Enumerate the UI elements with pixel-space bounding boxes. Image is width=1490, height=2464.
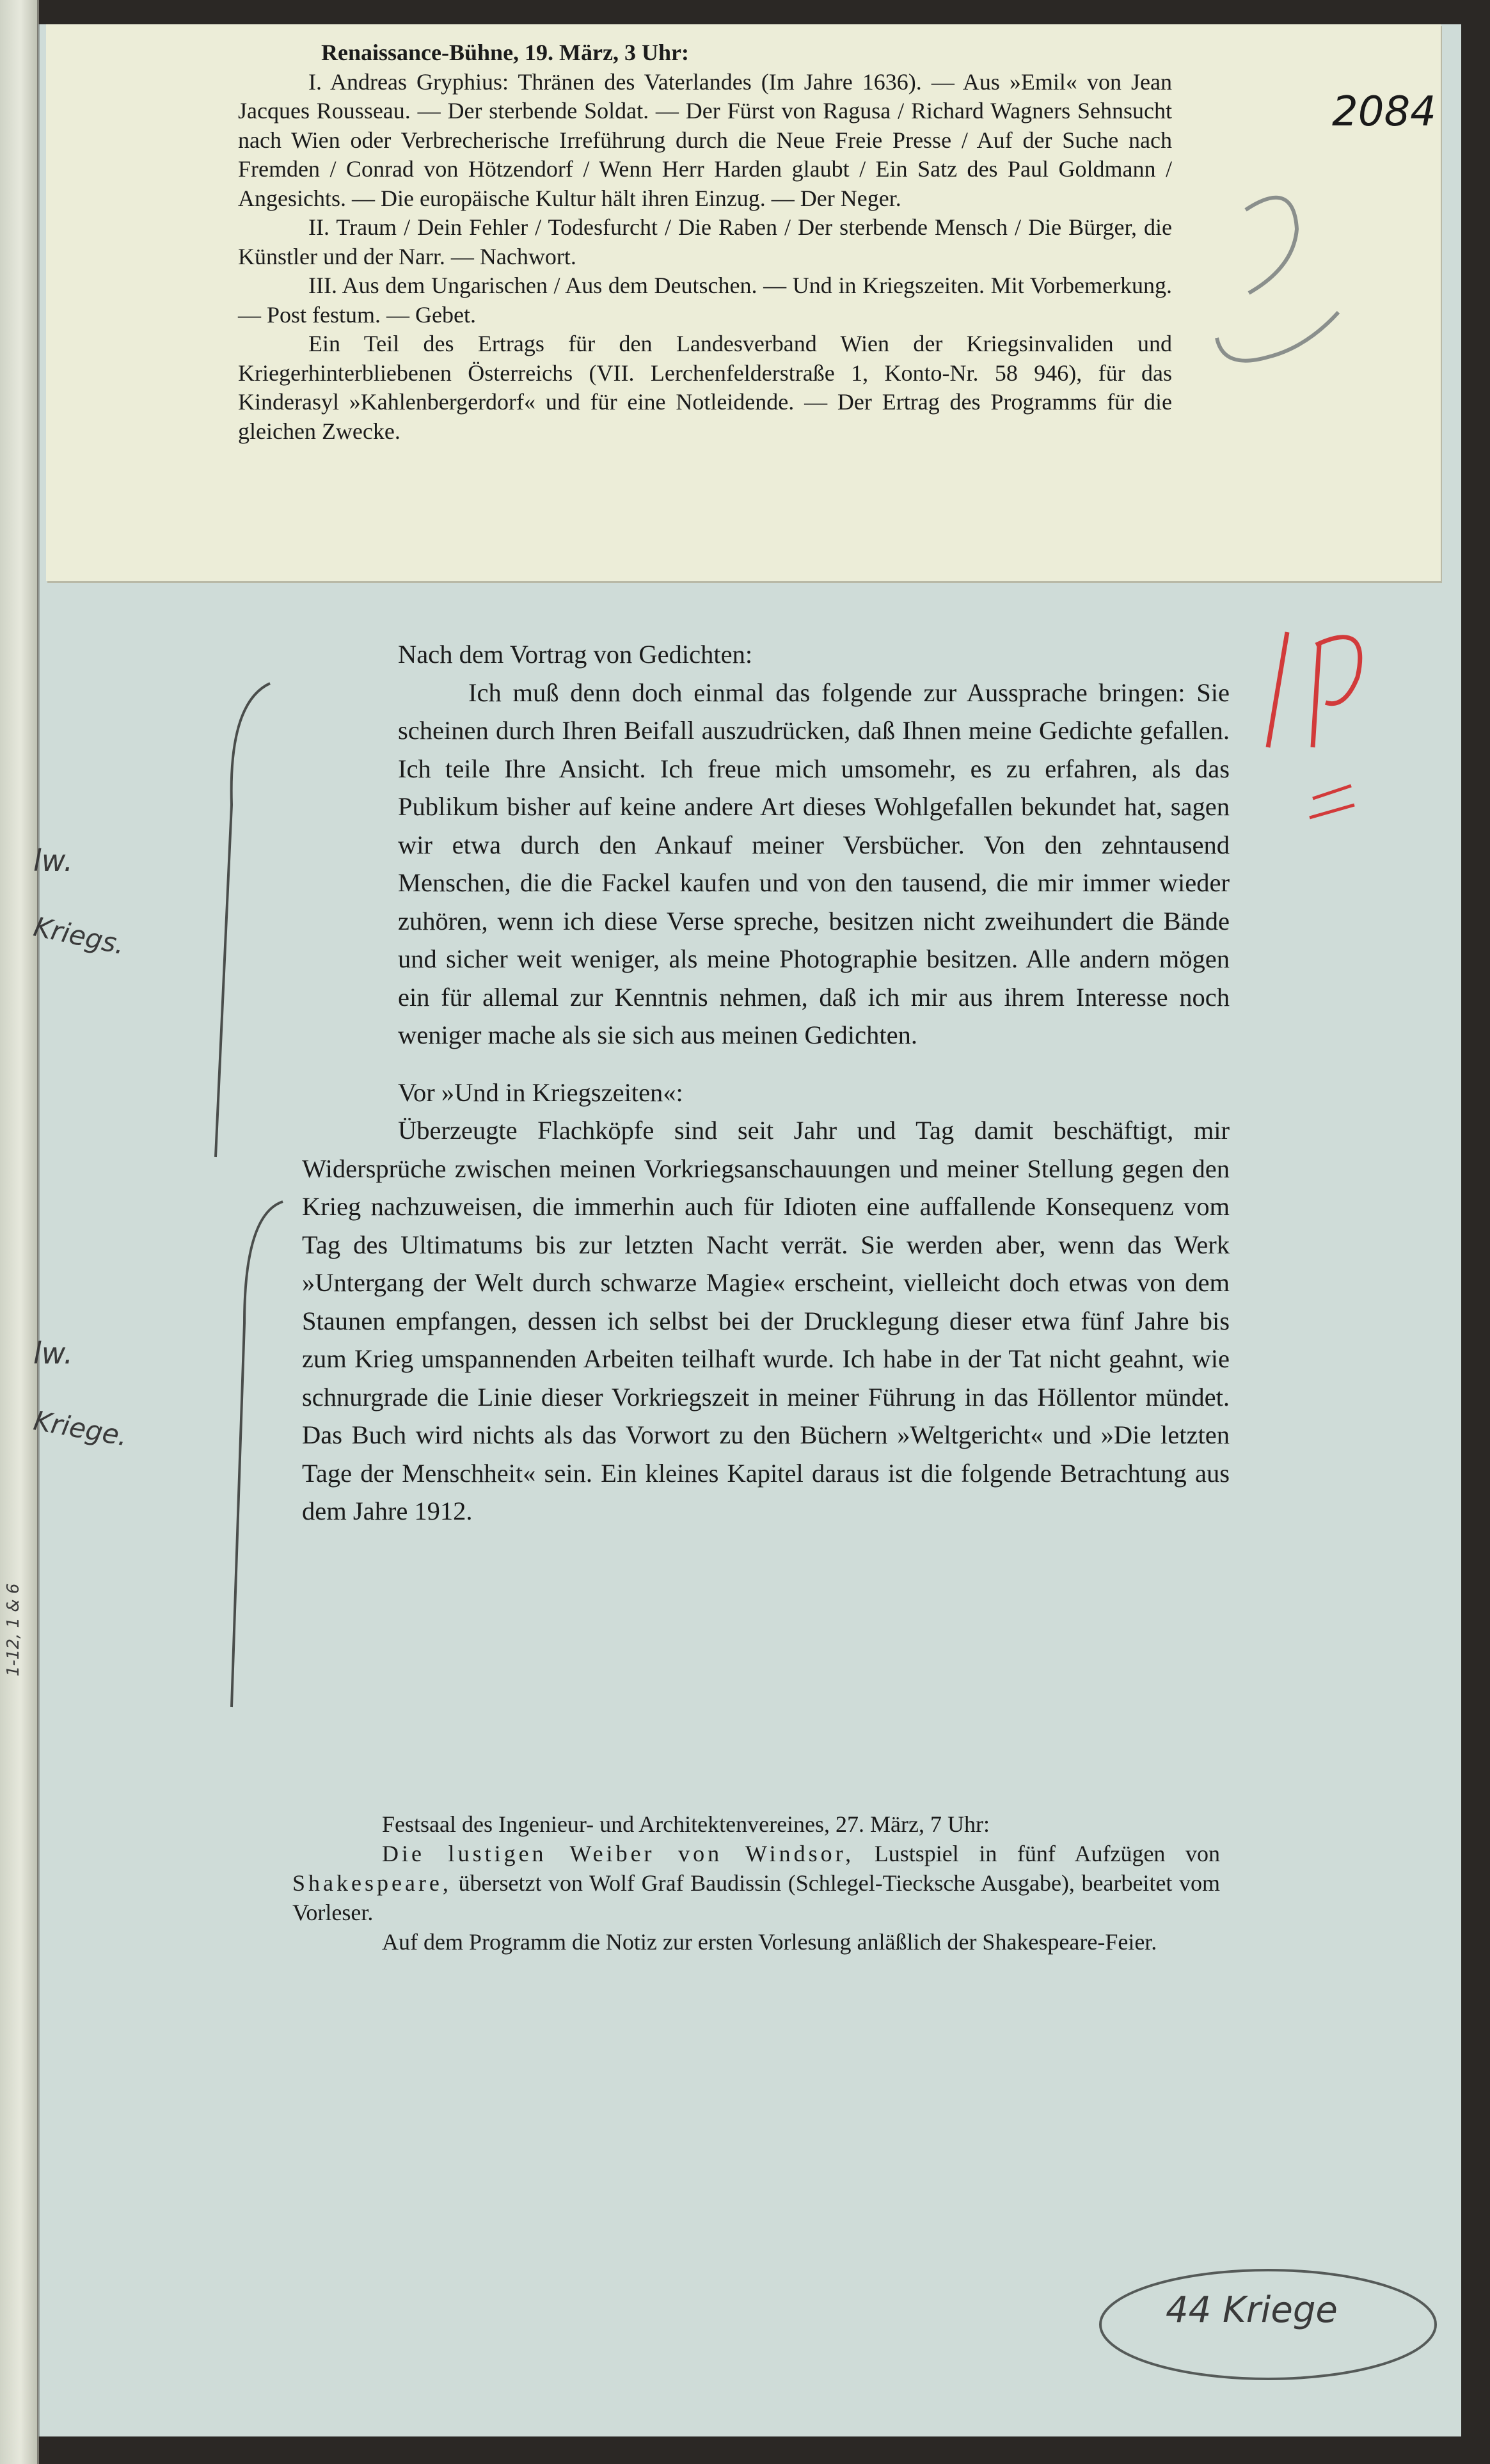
- left-bracket-1: [203, 677, 280, 1176]
- lower-text: [292, 1809, 1220, 1957]
- paragraph-2: Überzeugte Flachköpfe sind seit Jahr und Tag damit beschäftigt, mir Widersprüche zwischen meinen Vorkriegsanschauungen und meiner Stellung gegen den Krieg nachzuweisen, die immerhin auch für Idioten eine auffallende Konsequenz vom Tag des Ultimatums bis zur letzten Nacht verrät. Sie werden aber, wenn das Werk »Untergang der Welt durch schwarze Magie« erscheint, vielleicht doch etwas von dem Staunen empfangen, dessen ich selbst bei der Drucklegung dieser etwa fünf Jahre bis zum Krieg umspannenden Arbeiten teilhaft wurde. Ich habe in der Tat nicht geahnt, wie schnurgrade die Linie dieser Vorkriegszeit in meiner Führung in das Höllentor mündet. Das Buch wird nichts als das Vorwort zu den Büchern »Weltgericht« und »Die letzten Tage der Menschheit« sein. Ein kleines Kapitel daraus ist die folgende Betrachtung aus dem Jahre 1912.: [302, 1116, 1230, 1525]
- main-text: [302, 635, 1230, 1530]
- section-heading-1: Nach dem Vortrag von Gedichten:: [398, 640, 753, 669]
- clipping-text: [238, 38, 1172, 446]
- red-pencil-mark: [1230, 607, 1390, 850]
- spine-note: 1-12, 1 & 6: [4, 1583, 23, 1676]
- play-desc-1: Lustspiel in fünf Aufzügen von: [854, 1841, 1221, 1866]
- margin-note-2a: lw.: [33, 1336, 74, 1371]
- margin-note-1a: lw.: [33, 843, 74, 878]
- clipping-proceeds-note: Ein Teil des Ertrags für den Landesverband Wien der Kriegsinvaliden und Kriegerhinterbliebenen Österreichs (VII. Lerchenfelderstraße 1, Konto-Nr. 58 946), für das Kinderasyl »Kahlenbergerdorf« und für eine Notleidende. — Der Ertrag des Programms für die gleichen Zwecke.: [238, 331, 1172, 444]
- clipping-heading: Renaissance-Bühne, 19. März, 3 Uhr:: [321, 40, 689, 65]
- pencil-mark-2: [1210, 178, 1402, 389]
- circled-note: 44 Kriege: [1166, 2289, 1338, 2331]
- event-paragraph: [292, 1839, 1220, 1927]
- event-heading: Festsaal des Ingenieur- und Architektenvereines, 27. März, 7 Uhr:: [382, 1811, 990, 1837]
- clipping-part-3: III. Aus dem Ungarischen / Aus dem Deutschen. — Und in Kriegszeiten. Mit Vorbemerkung. — Post festum. — Gebet.: [238, 273, 1172, 328]
- binding-strip: [0, 0, 39, 2464]
- paragraph-1: Ich muß denn doch einmal das folgende zur Aussprache bringen: Sie scheinen durch Ihren Beifall auszudrücken, daß Ihnen meine Gedichte gefallen. Ich teile Ihre Ansicht. Ich freue mich umsomehr, es zu erfahren, als das Publikum bisher auf keine andere Art dieses Wohlgefallen bekundet hat, sagen wir etwa durch den Ankauf meiner Versbücher. Von den zehntausend Menschen, die die Fackel kaufen und von den tausend, die mir immer wieder zuhören, wenn ich diese Verse spreche, besitzen nicht zweihundert die Bände und sicher weit weniger, als meine Photographie besitzen. Alle andern mögen ein für allemal zur Kenntnis nehmen, daß ich mir aus ihrem Interesse noch weniger mache als sie sich aus meinen Gedichten.: [398, 678, 1230, 1049]
- clipping-part-2: II. Traum / Dein Fehler / Todesfurcht / Die Raben / Der sterbende Mensch / Die Bürger, die Künstler und der Narr. — Nachwort.: [238, 214, 1172, 269]
- page-number: 2084: [1332, 88, 1436, 136]
- margin-note-1b: Kriegs.: [31, 910, 128, 961]
- play-title: Die lustigen Weiber von Windsor,: [382, 1841, 855, 1866]
- program-clipping: [46, 24, 1441, 581]
- left-bracket-2: [219, 1195, 296, 1720]
- play-desc-2: übersetzt von Wolf Graf Baudissin (Schlegel-Tiecksche Ausgabe), bearbeitet vom Vorleser.: [292, 1870, 1220, 1925]
- archive-page: [31, 24, 1461, 2436]
- section-heading-2: Vor »Und in Kriegszeiten«:: [398, 1077, 683, 1107]
- paragraph-1-lead: [398, 674, 1230, 1054]
- program-note: Auf dem Programm die Notiz zur ersten Vorlesung anläßlich der Shakespeare-Feier.: [382, 1929, 1157, 1955]
- clipping-part-1: I. Andreas Gryphius: Thränen des Vaterlandes (Im Jahre 1636). — Aus »Emil« von Jean Jacques Rousseau. — Der sterbende Soldat. — Der Fürst von Ragusa / Richard Wagners Sehnsucht nach Wien oder Verbrecherische Irreführung durch die Neue Freie Presse / Auf der Suche nach Fremden / Conrad von Hötzendorf / Wenn Herr Harden glaubt / Ein Satz des Paul Goldmann / Angesichts. — Die europäische Kultur hält ihren Einzug. — Der Neger.: [238, 68, 1172, 211]
- author-name: Shakespeare,: [292, 1870, 452, 1896]
- margin-note-2b: Kriege.: [31, 1404, 131, 1452]
